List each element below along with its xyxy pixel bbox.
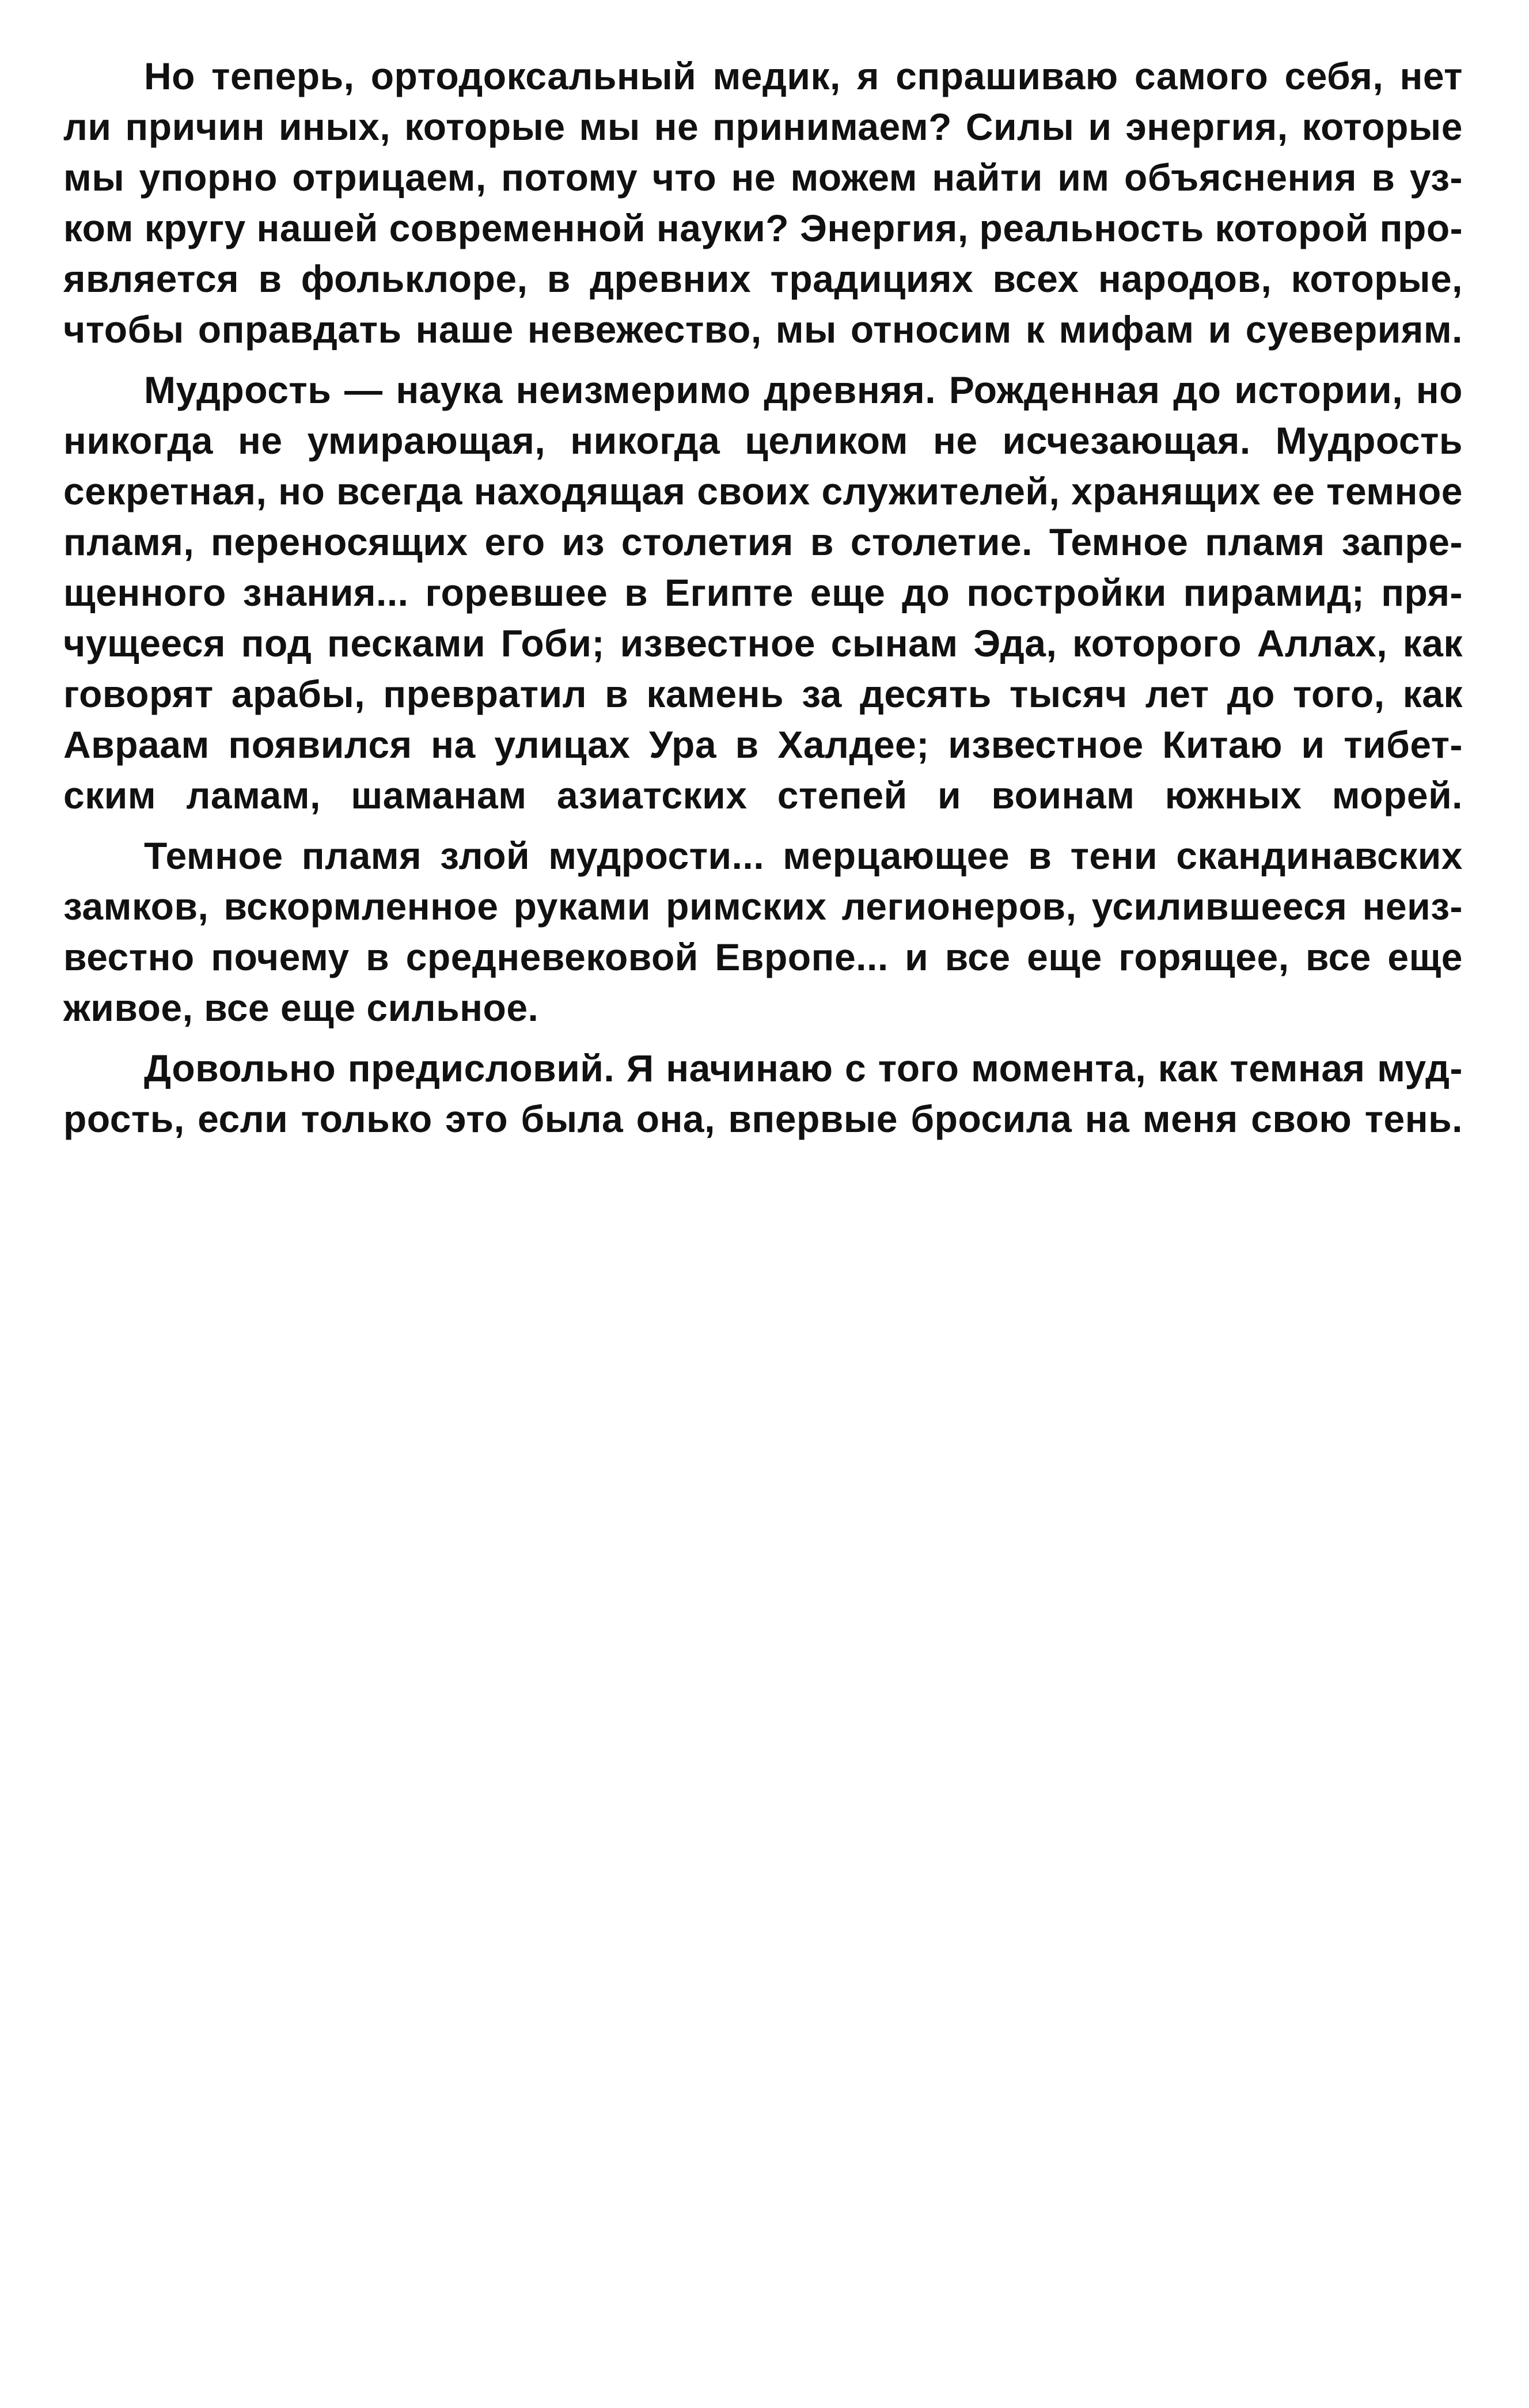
text-line: вестно почему в средневековой Европе... и все еще горящее, все еще <box>63 936 1463 978</box>
text-line: говорят арабы, превратил в камень за десять тысяч лет до того, как <box>63 673 1463 715</box>
text-line: замков, вскормленное руками римских легионеров, усилившееся неиз- <box>63 885 1463 928</box>
paragraph-1 <box>63 51 1463 355</box>
text-line: пламя, переносящих его из столетия в столетие. Темное пламя запре- <box>63 521 1463 563</box>
page-text <box>63 51 1463 1144</box>
text-line: Авраам появился на улицах Ура в Халдее; известное Китаю и тибет- <box>63 723 1463 766</box>
paragraph-4 <box>63 1043 1463 1144</box>
text-line: чущееся под песками Гоби; известное сынам Эда, которого Аллах, как <box>63 622 1463 664</box>
text-line: Довольно предисловий. Я начинаю с того момента, как темная муд- <box>144 1047 1463 1089</box>
text-line: рость, если только это была она, впервые бросила на меня свою тень. <box>63 1097 1463 1140</box>
text-line: Мудрость — наука неизмеримо древняя. Рожденная до истории, но <box>144 369 1463 411</box>
text-line: никогда не умирающая, никогда целиком не исчезающая. Мудрость <box>63 419 1463 462</box>
text-line: ли причин иных, которые мы не принимаем? Силы и энергия, которые <box>63 105 1463 148</box>
text-line: чтобы оправдать наше невежество, мы относим к мифам и суевериям. <box>63 308 1463 351</box>
paragraph-2 <box>63 364 1463 821</box>
text-line: Но теперь, ортодоксальный медик, я спрашиваю самого себя, нет <box>144 55 1463 97</box>
text-line: ком кругу нашей современной науки? Энергия, реальность которой про- <box>63 207 1463 249</box>
text-line: ским ламам, шаманам азиатских степей и воинам южных морей. <box>63 774 1463 816</box>
text-line: щенного знания... горевшее в Египте еще до постройки пирамид; пря- <box>63 571 1463 614</box>
text-line: Темное пламя злой мудрости... мерцающее в тени скандинавских <box>144 834 1463 877</box>
text-line: секретная, но всегда находящая своих служителей, хранящих ее темное <box>63 470 1463 512</box>
text-line: является в фольклоре, в древних традициях всех народов, которые, <box>63 257 1463 300</box>
text-line: мы упорно отрицаем, потому что не можем найти им объяснения в уз- <box>63 156 1463 199</box>
text-line: живое, все еще сильное. <box>63 986 539 1029</box>
paragraph-3 <box>63 830 1463 1033</box>
